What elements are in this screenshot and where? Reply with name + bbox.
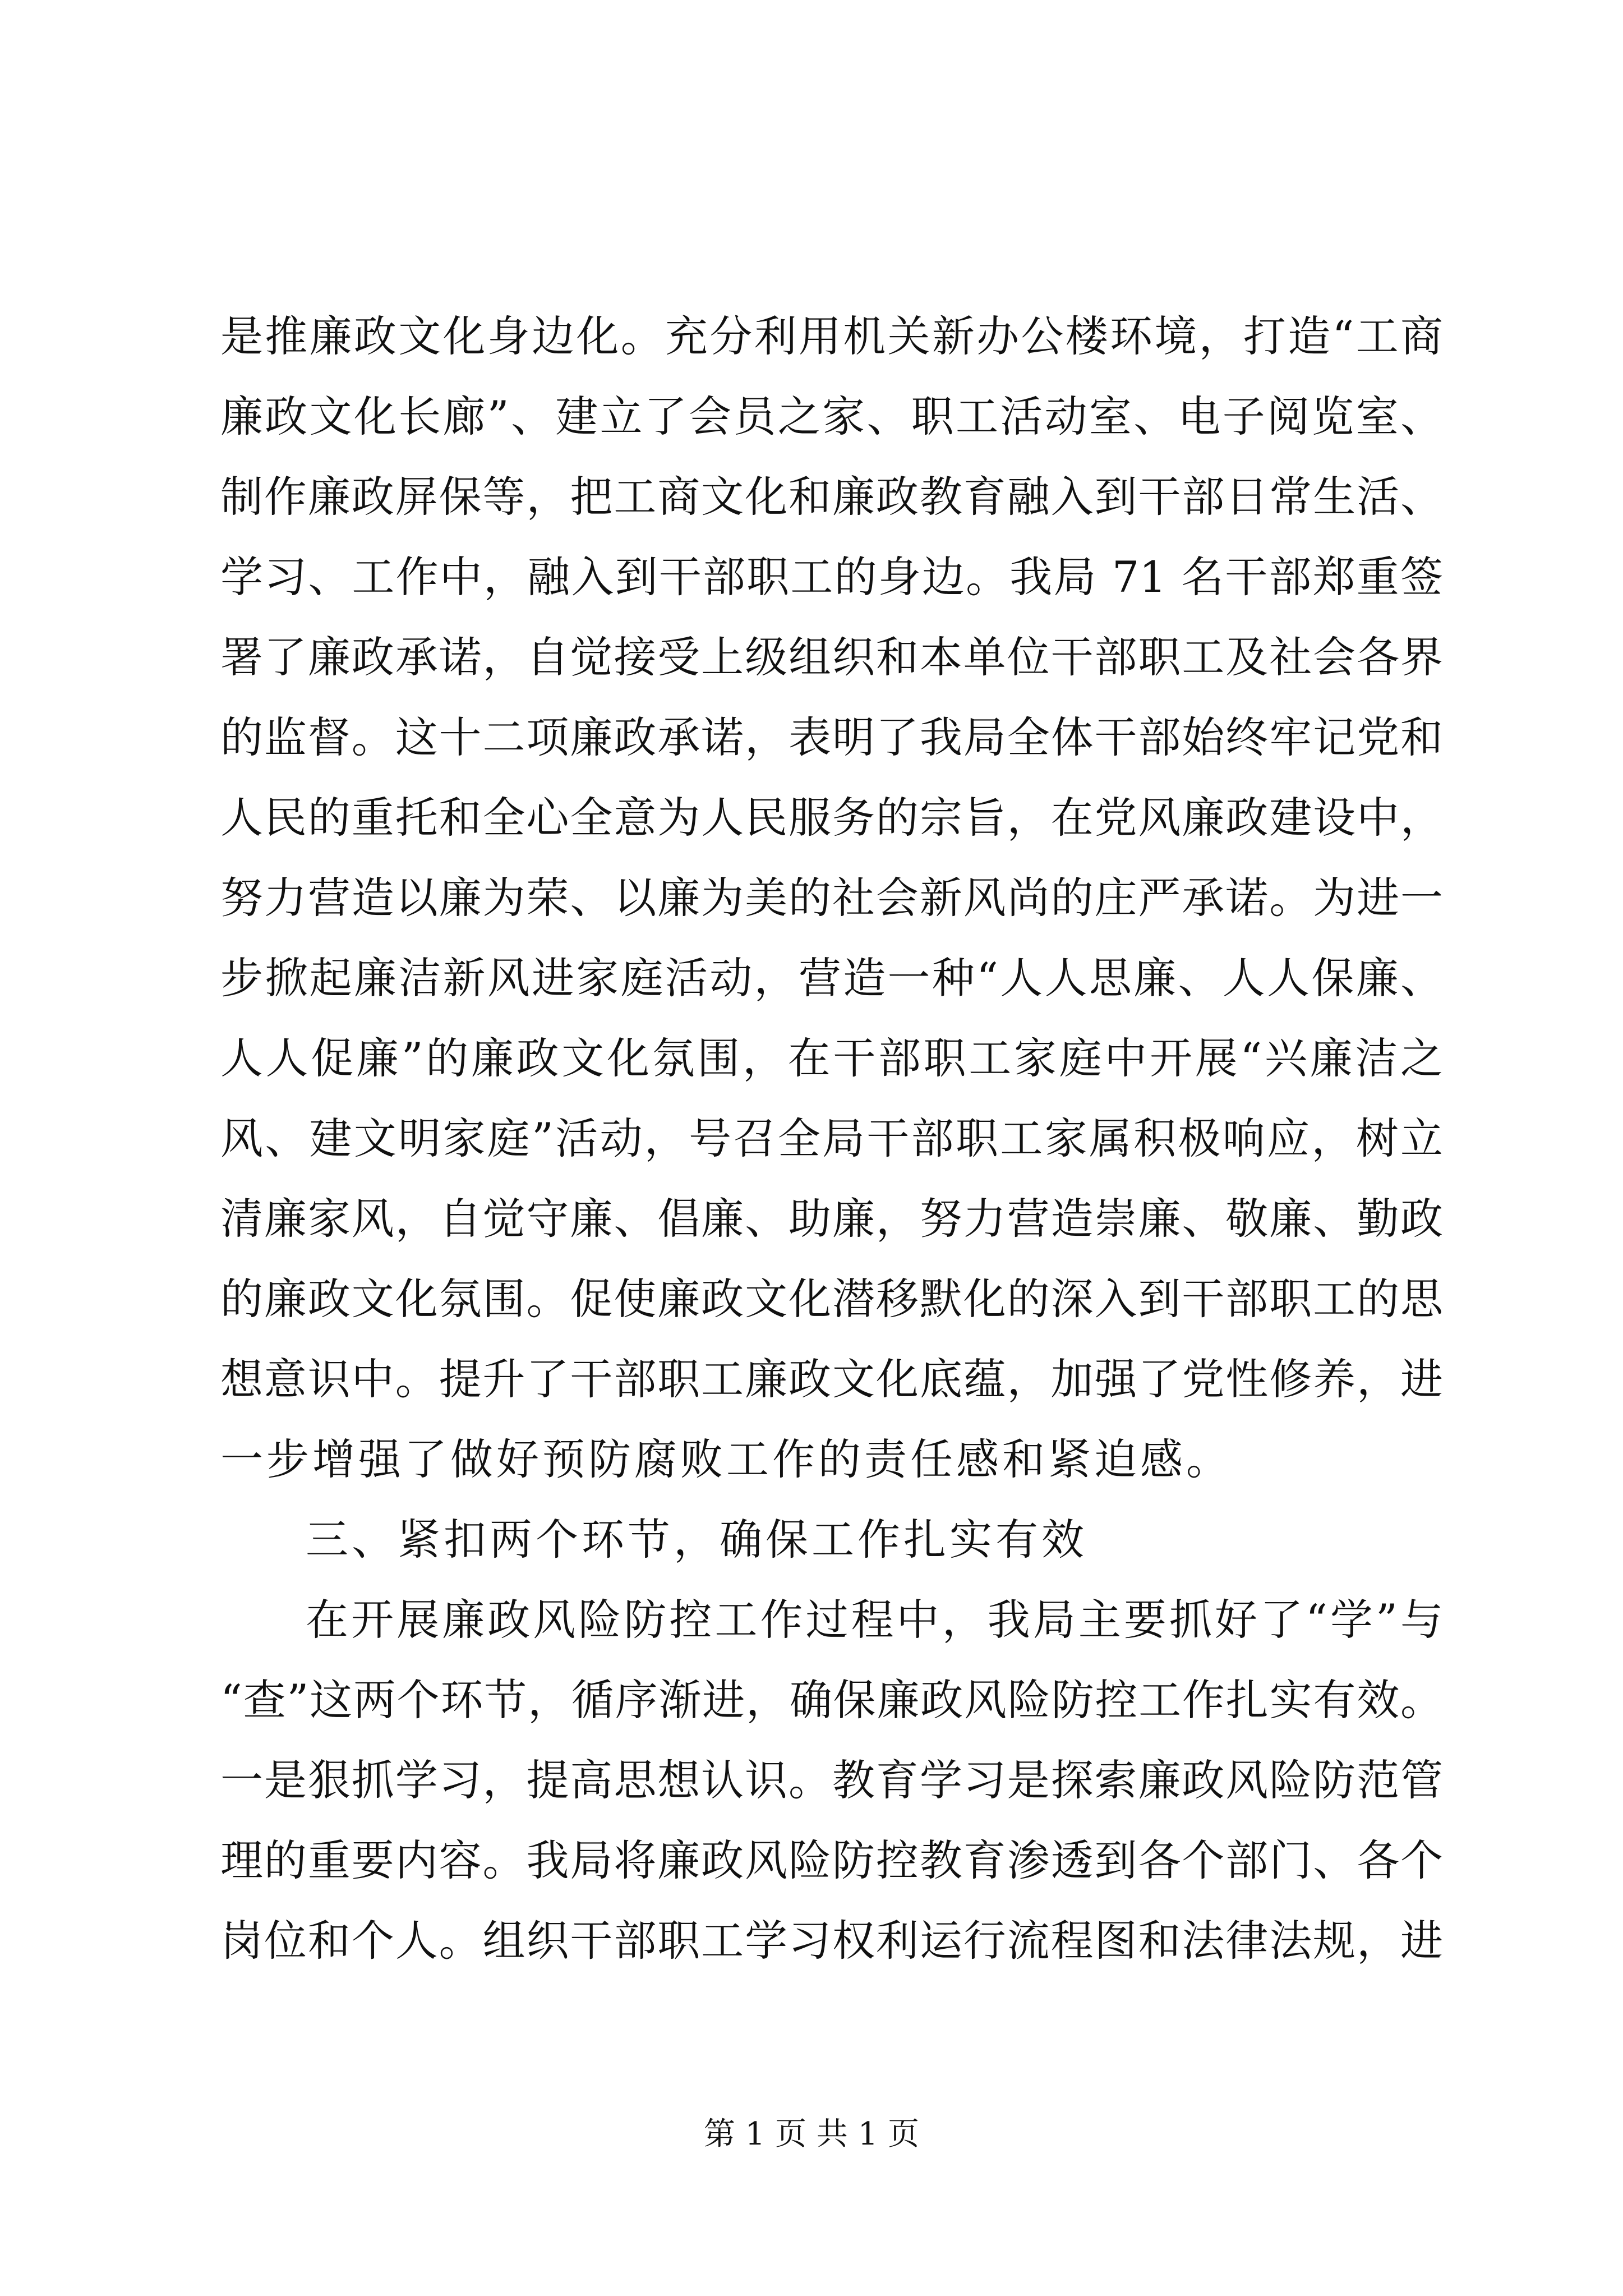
text-line: 在开展廉政风险防控工作过程中，我局主要抓好了“学”与: [306, 1595, 1443, 1645]
text-line: 人民的重托和全心全意为人民服务的宗旨，在党风廉政建设中，: [220, 793, 1443, 843]
text-line: 一步增强了做好预防腐败工作的责任感和紧迫感。: [220, 1434, 1232, 1484]
text-line: 一是狠抓学习，提高思想认识。教育学习是探索廉政风险防范管: [220, 1755, 1443, 1805]
text-line: 努力营造以廉为荣、以廉为美的社会新风尚的庄严承诺。为进一: [220, 873, 1443, 923]
text-line: “查”这两个环节，循序渐进，确保廉政风险防控工作扎实有效。: [220, 1675, 1443, 1725]
section-heading: 三、紧扣两个环节，确保工作扎实有效: [306, 1515, 1087, 1565]
text-line: 廉政文化长廊”、建立了会员之家、职工活动室、电子阅览室、: [220, 392, 1443, 441]
text-line: 清廉家风，自觉守廉、倡廉、助廉，努力营造崇廉、敬廉、勤政: [220, 1194, 1443, 1244]
text-line: 人人促廉”的廉政文化氛围，在干部职工家庭中开展“兴廉洁之: [220, 1033, 1443, 1083]
document-body: [220, 296, 1443, 1981]
text-line: 的廉政文化氛围。促使廉政文化潜移默化的深入到干部职工的思: [220, 1274, 1443, 1324]
text-line: 岗位和个人。组织干部职工学习权利运行流程图和法律法规，进: [220, 1916, 1443, 1966]
paragraph-2: [220, 1580, 1443, 1981]
text-line: 步掀起廉洁新风进家庭活动，营造一种“人人思廉、人人保廉、: [220, 953, 1443, 1003]
text-line: 想意识中。提升了干部职工廉政文化底蕴，加强了党性修养，进: [220, 1354, 1443, 1404]
text-line: 理的重要内容。我局将廉政风险防控教育渗透到各个部门、各个: [220, 1835, 1443, 1885]
text-line: 风、建文明家庭”活动，号召全局干部职工家属积极响应，树立: [220, 1114, 1443, 1163]
text-line: 署了廉政承诺，自觉接受上级组织和本单位干部职工及社会各界: [220, 632, 1443, 682]
text-line: 的监督。这十二项廉政承诺，表明了我局全体干部始终牢记党和: [220, 712, 1443, 762]
text-line: 制作廉政屏保等，把工商文化和廉政教育融入到干部日常生活、: [220, 472, 1443, 522]
page-footer: 第 1 页 共 1 页: [703, 2116, 920, 2152]
text-line: 是推廉政文化身边化。充分利用机关新办公楼环境，打造“工商: [220, 311, 1443, 361]
paragraph-1: [220, 296, 1443, 1499]
text-line: 学习、工作中，融入到干部职工的身边。我局 71 名干部郑重签: [220, 552, 1443, 602]
